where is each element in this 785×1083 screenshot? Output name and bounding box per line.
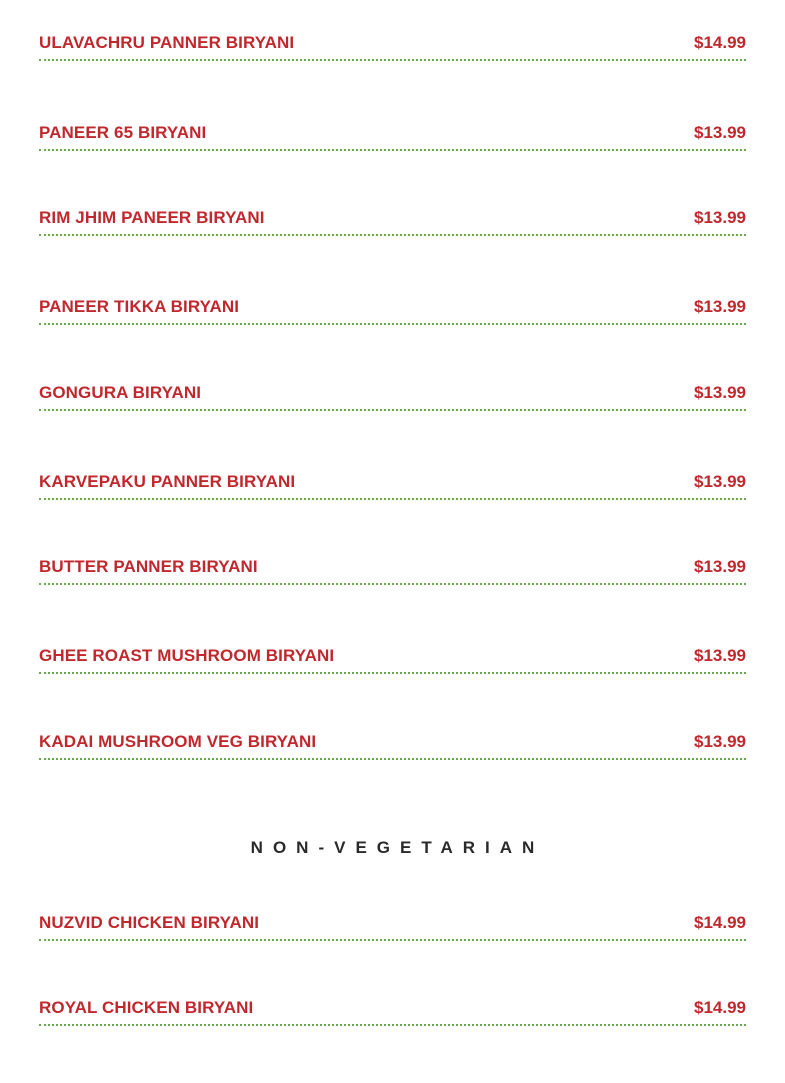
- item-name: GHEE ROAST MUSHROOM BIRYANI: [39, 646, 335, 665]
- item-name: NUZVID CHICKEN BIRYANI: [39, 913, 260, 932]
- item-name: RIM JHIM PANEER BIRYANI: [39, 208, 265, 227]
- menu-item: [39, 646, 746, 674]
- menu-item: [39, 913, 746, 941]
- item-name: BUTTER PANNER BIRYANI: [39, 557, 258, 576]
- menu-item: [39, 998, 746, 1026]
- item-price: $13.99: [694, 732, 746, 751]
- item-name: ROYAL CHICKEN BIRYANI: [39, 998, 254, 1017]
- item-name: PANEER TIKKA BIRYANI: [39, 297, 240, 316]
- menu-item: [39, 297, 746, 325]
- item-price: $14.99: [694, 998, 746, 1017]
- item-price: $13.99: [694, 208, 746, 227]
- item-price: $13.99: [694, 383, 746, 402]
- menu-item: [39, 123, 746, 151]
- item-price: $14.99: [694, 913, 746, 932]
- item-name: GONGURA BIRYANI: [39, 383, 202, 402]
- item-name: KARVEPAKU PANNER BIRYANI: [39, 472, 296, 491]
- item-name: ULAVACHRU PANNER BIRYANI: [39, 33, 295, 52]
- item-name: KADAI MUSHROOM VEG BIRYANI: [39, 732, 317, 751]
- section-heading-non-vegetarian: NON-VEGETARIAN: [250, 838, 545, 857]
- menu-item: [39, 472, 746, 500]
- item-price: $13.99: [694, 557, 746, 576]
- item-name: PANEER 65 BIRYANI: [39, 123, 207, 142]
- item-price: $14.99: [694, 33, 746, 52]
- menu-item: [39, 33, 746, 61]
- menu-item: [39, 732, 746, 760]
- item-price: $13.99: [694, 472, 746, 491]
- item-price: $13.99: [694, 297, 746, 316]
- item-price: $13.99: [694, 646, 746, 665]
- item-price: $13.99: [694, 123, 746, 142]
- menu-item: [39, 208, 746, 236]
- menu-item: [39, 557, 746, 585]
- menu-item: [39, 383, 746, 411]
